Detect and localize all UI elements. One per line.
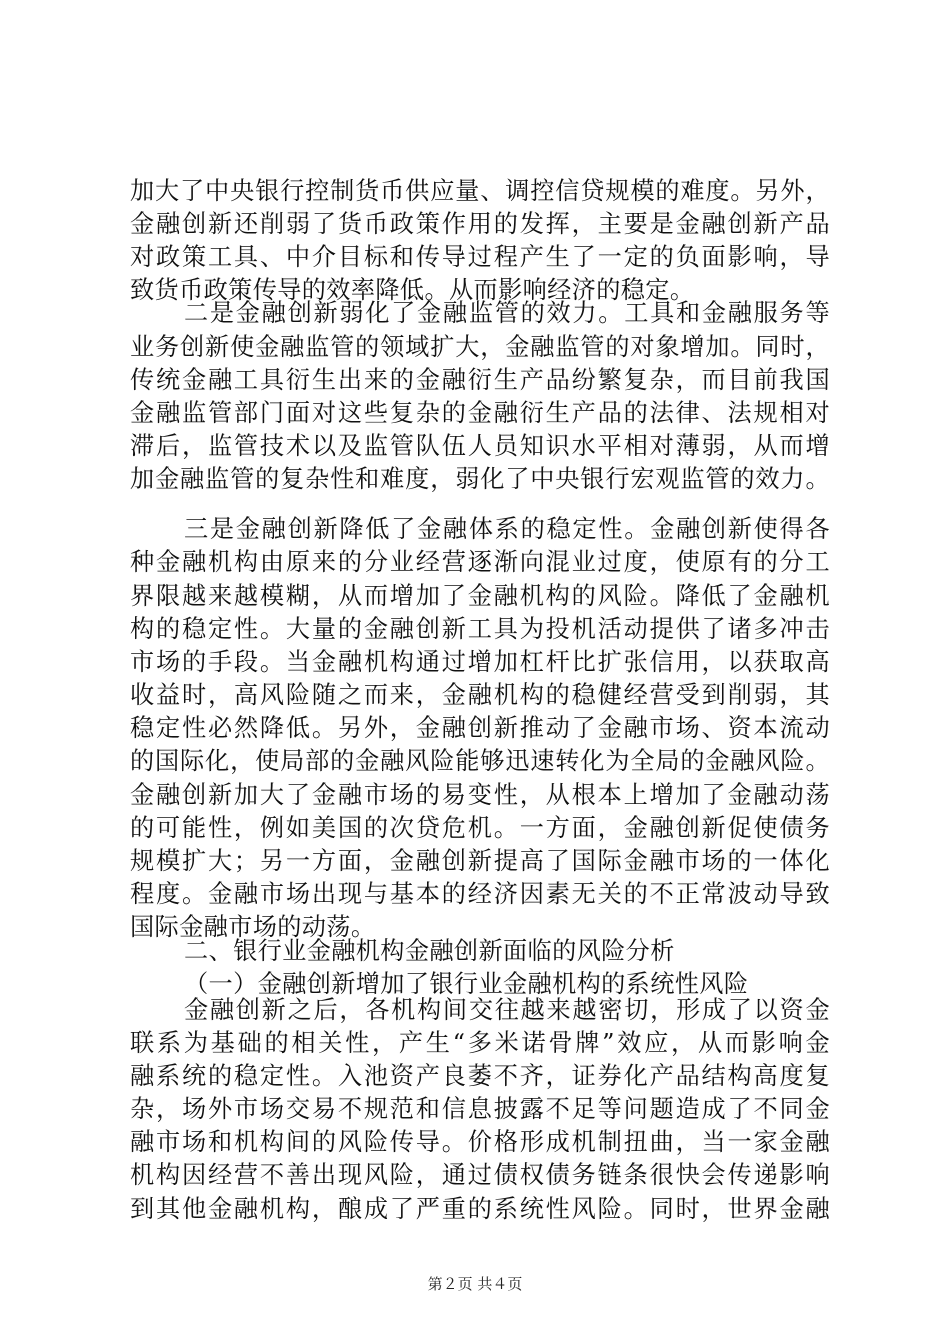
paragraph-4-line-5: 融市场和机构间的风险传导。价格形成机制扭曲，当一家金融 bbox=[130, 1128, 830, 1156]
paragraph-4-line-4: 杂，场外市场交易不规范和信息披露不足等问题造成了不同金 bbox=[130, 1095, 830, 1123]
paragraph-3-line-10: 的可能性，例如美国的次贷危机。一方面，金融创新促使债务 bbox=[130, 814, 830, 842]
paragraph-2-line-1: 二是金融创新弱化了金融监管的效力。工具和金融服务等 bbox=[184, 299, 830, 327]
paragraph-4-line-3: 融系统的稳定性。入池资产良萎不齐，证券化产品结构高度复 bbox=[130, 1062, 830, 1090]
paragraph-3-line-11: 规模扩大；另一方面，金融创新提高了国际金融市场的一体化 bbox=[130, 847, 830, 875]
paragraph-2-line-6: 加金融监管的复杂性和难度，弱化了中央银行宏观监管的效力。 bbox=[130, 465, 830, 493]
paragraph-3-line-5: 市场的手段。当金融机构通过增加杠杆比扩张信用，以获取高 bbox=[130, 648, 830, 676]
paragraph-3-line-1: 三是金融创新降低了金融体系的稳定性。金融创新使得各 bbox=[184, 515, 830, 543]
paragraph-4-line-7: 到其他金融机构，酿成了严重的系统性风险。同时，世界金融 bbox=[130, 1195, 830, 1223]
paragraph-1-line-1: 加大了中央银行控制货币供应量、调控信贷规模的难度。另外， bbox=[130, 177, 830, 205]
paragraph-3-line-6: 收益时，高风险随之而来，金融机构的稳健经营受到削弱，其 bbox=[130, 681, 830, 709]
paragraph-2-line-4: 金融监管部门面对这些复杂的金融衍生产品的法律、法规相对 bbox=[130, 399, 830, 427]
paragraph-2-line-2: 业务创新使金融监管的领域扩大，金融监管的对象增加。同时， bbox=[130, 333, 830, 361]
paragraph-3-line-7: 稳定性必然降低。另外，金融创新推动了金融市场、资本流动 bbox=[130, 714, 830, 742]
paragraph-3-line-9: 金融创新加大了金融市场的易变性，从根本上增加了金融动荡 bbox=[130, 781, 830, 809]
paragraph-4-line-6: 机构因经营不善出现风险，通过债权债务链条很快会传递影响 bbox=[130, 1161, 830, 1189]
paragraph-3-line-12: 程度。金融市场出现与基本的经济因素无关的不正常波动导致 bbox=[130, 880, 830, 908]
paragraph-3-line-13: 国际金融市场的动荡。 bbox=[130, 913, 376, 941]
paragraph-4-line-1: 金融创新之后，各机构间交往越来越密切，形成了以资金 bbox=[184, 996, 830, 1024]
paragraph-1-line-2: 金融创新还削弱了货币政策作用的发挥，主要是金融创新产品 bbox=[130, 210, 830, 238]
paragraph-3-line-3: 界限越来越模糊，从而增加了金融机构的风险。降低了金融机 bbox=[130, 582, 830, 610]
paragraph-3-line-4: 构的稳定性。大量的金融创新工具为投机活动提供了诸多冲击 bbox=[130, 615, 830, 643]
page-number-footer: 第２页 共４页 bbox=[427, 1275, 523, 1293]
paragraph-1-line-4: 致货币政策传导的效率降低。从而影响经济的稳定。 bbox=[130, 276, 695, 304]
section-heading: 二、银行业金融机构金融创新面临的风险分析 bbox=[184, 937, 675, 965]
paragraph-2-line-3: 传统金融工具衍生出来的金融衍生产品纷繁复杂，而目前我国 bbox=[130, 366, 830, 394]
paragraph-3-line-2: 种金融机构由原来的分业经营逐渐向混业过度，使原有的分工 bbox=[130, 548, 830, 576]
paragraph-3-line-8: 的国际化，使局部的金融风险能够迅速转化为全局的金融风险。 bbox=[130, 747, 830, 775]
paragraph-4-line-2: 联系为基础的相关性，产生“多米诺骨牌”效应，从而影响金 bbox=[130, 1029, 830, 1057]
paragraph-2-line-5: 滞后，监管技术以及监管队伍人员知识水平相对薄弱，从而增 bbox=[130, 432, 830, 460]
paragraph-1-line-3: 对政策工具、中介目标和传导过程产生了一定的负面影响，导 bbox=[130, 243, 830, 271]
subsection-heading: （一）金融创新增加了银行业金融机构的系统性风险 bbox=[184, 970, 749, 998]
